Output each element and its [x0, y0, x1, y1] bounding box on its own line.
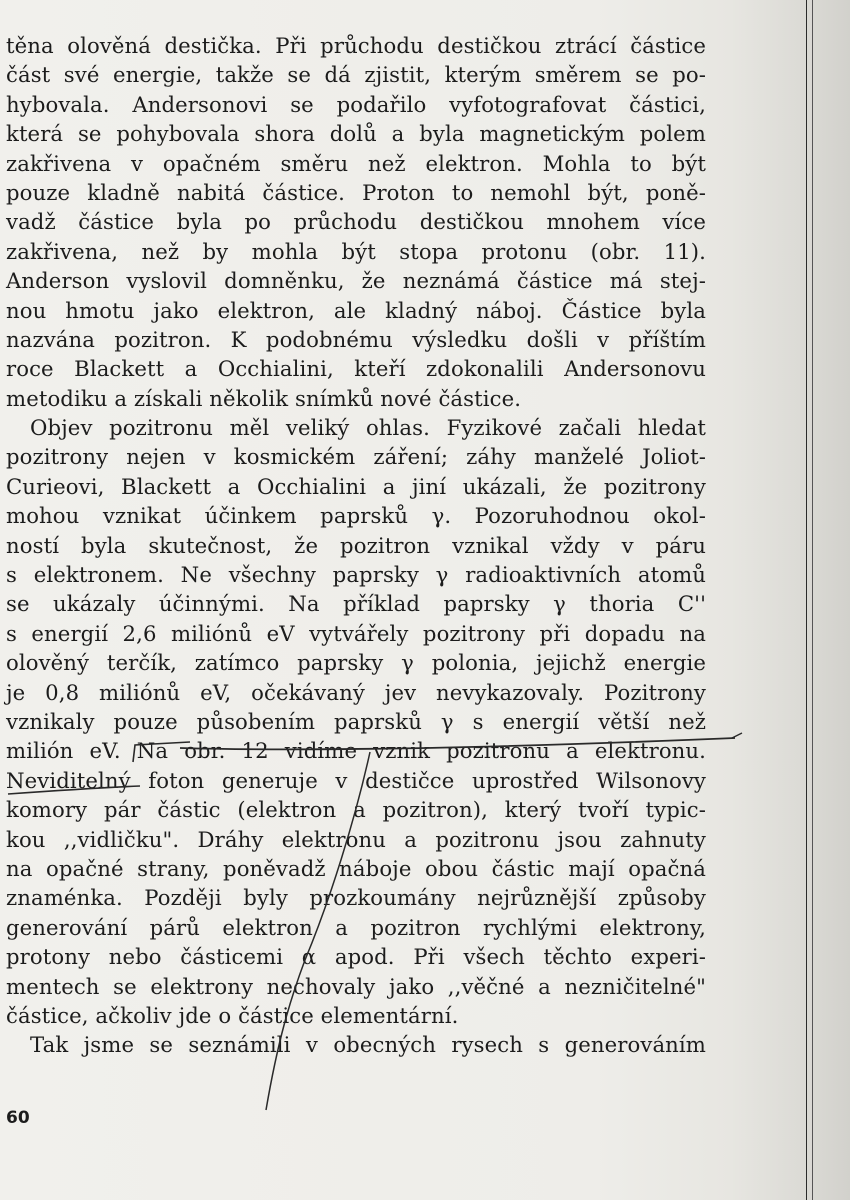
text-line: roce Blackett a Occhialini, kteří zdokonalili Andersonovu	[6, 356, 706, 382]
text-line: s energií 2,6 miliónů eV vytvářely pozitrony při dopadu na	[6, 620, 706, 646]
text-line: pozitrony nejen v kosmickém záření; záhy manželé Joliot-	[6, 444, 706, 470]
text-line: mentech se elektrony nechovaly jako ,,věčné a nezničitelné"	[6, 973, 706, 999]
text-line: protony nebo částicemi α apod. Při všech těchto experi-	[6, 944, 706, 970]
text-line: metodiku a získali několik snímků nové částice.	[6, 385, 522, 411]
text-line: mohou vznikat účinkem paprsků γ. Pozoruhodnou okol-	[6, 503, 706, 529]
text-line: komory pár částic (elektron a pozitron), který tvoří typic-	[6, 797, 706, 823]
text-line: znaménka. Později byly prozkoumány nejrůznější způsoby	[6, 885, 706, 911]
text-line: ností byla skutečnost, že pozitron vznikal vždy v páru	[6, 532, 706, 558]
text-line: s elektronem. Ne všechny paprsky γ radioaktivních atomů	[6, 562, 706, 588]
page-edge-line	[812, 0, 813, 1200]
text-line: vznikaly pouze působením paprsků γ s energií větší než	[6, 708, 706, 734]
body-text	[6, 31, 706, 1060]
text-line: Tak jsme se seznámili v obecných rysech s generováním	[30, 1032, 706, 1058]
text-line: Objev pozitronu měl veliký ohlas. Fyzikové začali hledat	[30, 415, 706, 441]
text-line: vadž částice byla po průchodu destičkou mnohem více	[6, 209, 706, 235]
text-line: je 0,8 miliónů eV, očekávaný jev nevykazovaly. Pozitrony	[6, 679, 706, 705]
text-line: se ukázaly účinnými. Na příklad paprsky γ thoria C''	[6, 591, 706, 617]
text-line: částice, ačkoliv jde o částice elementární.	[6, 1002, 459, 1028]
text-line: Neviditelný foton generuje v destičce uprostřed Wilsonovy	[6, 767, 706, 793]
text-line: Anderson vyslovil domněnku, že neznámá částice má stej-	[6, 268, 706, 294]
text-line: pouze kladně nabitá částice. Proton to nemohl být, poně-	[6, 179, 706, 205]
text-line: nazvána pozitron. K podobnému výsledku došli v příštím	[6, 326, 706, 352]
text-line: Curieovi, Blackett a Occhialini a jiní ukázali, že pozitrony	[6, 473, 706, 499]
text-line: zakřivena v opačném směru než elektron. Mohla to být	[6, 150, 706, 176]
text-line: hybovala. Andersonovi se podařilo vyfotografovat částici,	[6, 91, 706, 117]
text-line: generování párů elektron a pozitron rychlými elektrony,	[6, 914, 706, 940]
text-line: zakřivena, než by mohla být stopa protonu (obr. 11).	[6, 238, 706, 264]
text-line: na opačné strany, poněvadž náboje obou částic mají opačná	[6, 855, 706, 881]
text-line: která se pohybovala shora dolů a byla magnetickým polem	[6, 121, 706, 147]
page-number: 60	[6, 1108, 30, 1128]
pencil-tick-mark	[732, 733, 742, 738]
text-line: olověný terčík, zatímco paprsky γ polonia, jejichž energie	[6, 650, 706, 676]
text-line: milión eV. Na obr. 12 vidíme vznik pozitronu a elektronu.	[6, 738, 706, 764]
text-line: kou ,,vidličku". Dráhy elektronu a pozitronu jsou zahnuty	[6, 826, 706, 852]
text-line: těna olověná destička. Při průchodu destičkou ztrácí částice	[6, 33, 706, 58]
text-line: část své energie, takže se dá zjistit, kterým směrem se po-	[6, 62, 706, 88]
page-edge-line	[806, 0, 807, 1200]
text-line: nou hmotu jako elektron, ale kladný náboj. Částice byla	[6, 297, 706, 323]
